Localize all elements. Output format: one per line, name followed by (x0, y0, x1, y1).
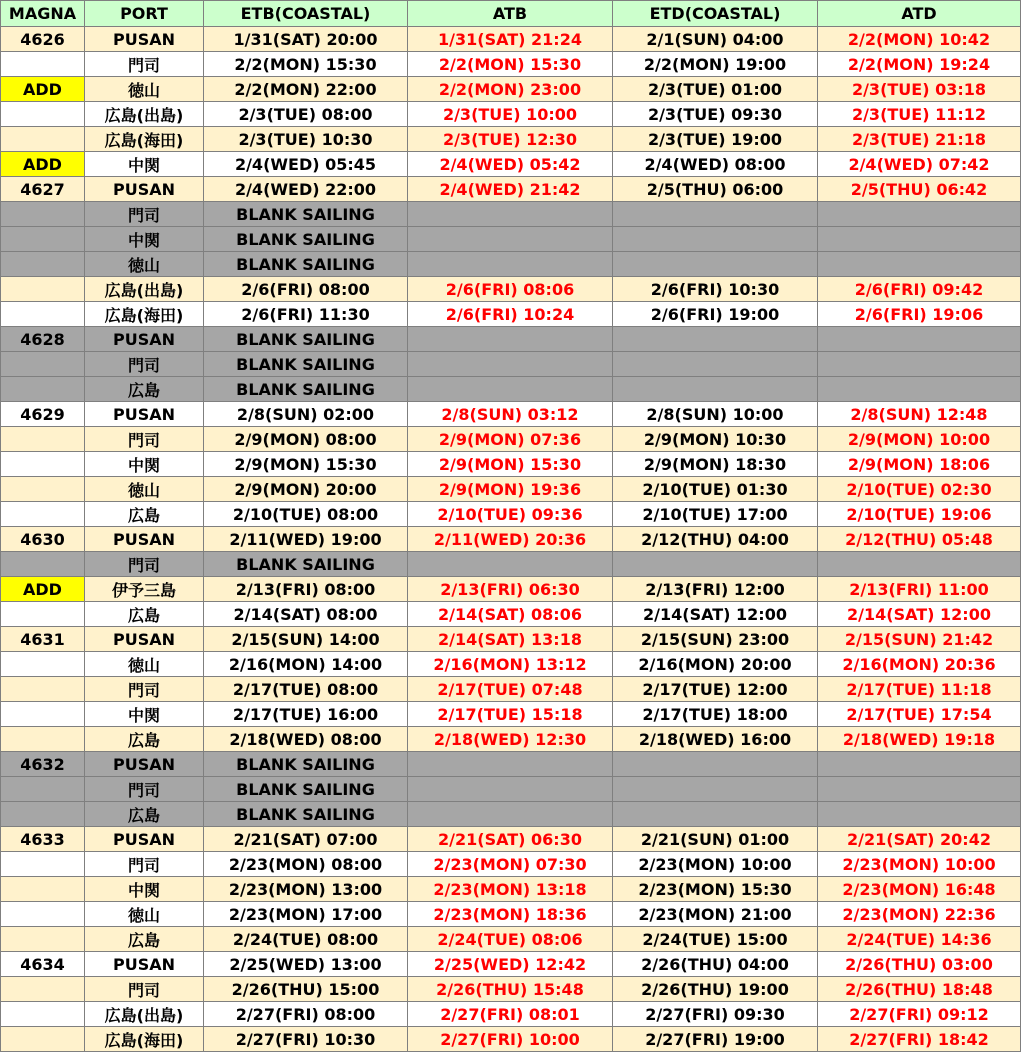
table-row (1, 902, 1021, 927)
atd-cell: 2/3(TUE) 11:12 (818, 102, 1021, 127)
table-row (1, 427, 1021, 452)
atd-cell: 2/12(THU) 05:48 (818, 527, 1021, 552)
port-cell: 広島 (85, 377, 204, 402)
atd-cell: 2/17(TUE) 17:54 (818, 702, 1021, 727)
atd-cell: 2/26(THU) 18:48 (818, 977, 1021, 1002)
atd-cell: 2/26(THU) 03:00 (818, 952, 1021, 977)
etb-cell: 2/2(MON) 22:00 (204, 77, 408, 102)
atb-cell: 2/25(WED) 12:42 (408, 952, 613, 977)
atd-cell: 2/23(MON) 16:48 (818, 877, 1021, 902)
table-header (1, 1, 1021, 27)
etd-cell: 2/10(TUE) 17:00 (613, 502, 818, 527)
etd-cell: 2/3(TUE) 19:00 (613, 127, 818, 152)
etd-cell: 2/27(FRI) 19:00 (613, 1027, 818, 1052)
etd-cell (613, 352, 818, 377)
atd-cell: 2/4(WED) 07:42 (818, 152, 1021, 177)
port-cell: 門司 (85, 202, 204, 227)
port-cell: 門司 (85, 552, 204, 577)
etb-cell: BLANK SAILING (204, 327, 408, 352)
atb-cell (408, 377, 613, 402)
etb-cell: BLANK SAILING (204, 202, 408, 227)
etb-cell: 2/13(FRI) 08:00 (204, 577, 408, 602)
port-cell: 広島 (85, 802, 204, 827)
atb-cell (408, 777, 613, 802)
atd-cell (818, 327, 1021, 352)
etd-cell: 2/6(FRI) 10:30 (613, 277, 818, 302)
port-cell: 門司 (85, 677, 204, 702)
voyage-cell (1, 502, 85, 527)
etd-cell: 2/3(TUE) 09:30 (613, 102, 818, 127)
table-row (1, 877, 1021, 902)
table-row (1, 852, 1021, 877)
voyage-cell: 4627 (1, 177, 85, 202)
table-row (1, 727, 1021, 752)
voyage-cell (1, 977, 85, 1002)
table-row (1, 477, 1021, 502)
atd-cell: 2/8(SUN) 12:48 (818, 402, 1021, 427)
voyage-cell (1, 227, 85, 252)
atb-cell (408, 352, 613, 377)
port-cell: 門司 (85, 427, 204, 452)
add-badge: ADD (1, 152, 85, 177)
atd-cell (818, 252, 1021, 277)
voyage-cell: 4630 (1, 527, 85, 552)
blank-sailing-row (1, 377, 1021, 402)
etd-cell: 2/4(WED) 08:00 (613, 152, 818, 177)
atb-cell: 2/23(MON) 18:36 (408, 902, 613, 927)
etb-cell: BLANK SAILING (204, 352, 408, 377)
table-row (1, 302, 1021, 327)
etb-cell: 2/25(WED) 13:00 (204, 952, 408, 977)
etb-cell: 2/3(TUE) 08:00 (204, 102, 408, 127)
table-row (1, 1027, 1021, 1052)
atb-cell (408, 252, 613, 277)
etd-cell: 2/8(SUN) 10:00 (613, 402, 818, 427)
voyage-cell (1, 702, 85, 727)
blank-sailing-row (1, 202, 1021, 227)
table-row (1, 602, 1021, 627)
port-cell: PUSAN (85, 327, 204, 352)
etd-cell: 2/13(FRI) 12:00 (613, 577, 818, 602)
table-row (1, 702, 1021, 727)
port-cell: 広島(海田) (85, 1027, 204, 1052)
atb-cell (408, 752, 613, 777)
etd-cell: 2/9(MON) 10:30 (613, 427, 818, 452)
etd-cell: 2/23(MON) 10:00 (613, 852, 818, 877)
port-cell: 徳山 (85, 477, 204, 502)
atb-cell: 2/16(MON) 13:12 (408, 652, 613, 677)
voyage-cell (1, 652, 85, 677)
port-cell: 門司 (85, 977, 204, 1002)
atb-cell: 2/23(MON) 07:30 (408, 852, 613, 877)
port-cell: 広島 (85, 727, 204, 752)
atb-cell: 2/9(MON) 15:30 (408, 452, 613, 477)
atd-cell: 2/6(FRI) 19:06 (818, 302, 1021, 327)
table-row (1, 402, 1021, 427)
voyage-cell (1, 602, 85, 627)
table-row (1, 577, 1021, 602)
atd-cell: 2/13(FRI) 11:00 (818, 577, 1021, 602)
atb-cell: 2/6(FRI) 10:24 (408, 302, 613, 327)
atb-cell: 2/3(TUE) 10:00 (408, 102, 613, 127)
voyage-cell (1, 927, 85, 952)
port-cell: 広島 (85, 602, 204, 627)
port-cell: 門司 (85, 777, 204, 802)
atb-cell: 2/2(MON) 15:30 (408, 52, 613, 77)
etd-cell: 2/18(WED) 16:00 (613, 727, 818, 752)
voyage-cell (1, 102, 85, 127)
atb-cell: 2/11(WED) 20:36 (408, 527, 613, 552)
blank-sailing-row (1, 552, 1021, 577)
table-row (1, 27, 1021, 52)
table-row (1, 177, 1021, 202)
voyage-cell (1, 1002, 85, 1027)
etd-cell: 2/12(THU) 04:00 (613, 527, 818, 552)
atd-cell: 2/10(TUE) 02:30 (818, 477, 1021, 502)
atd-cell (818, 752, 1021, 777)
port-cell: 門司 (85, 852, 204, 877)
atd-cell (818, 802, 1021, 827)
column-header-magna: MAGNA (1, 1, 85, 27)
port-cell: 広島 (85, 502, 204, 527)
voyage-cell: 4629 (1, 402, 85, 427)
table-row (1, 652, 1021, 677)
atb-cell: 2/24(TUE) 08:06 (408, 927, 613, 952)
blank-sailing-row (1, 227, 1021, 252)
table-row (1, 977, 1021, 1002)
table-row (1, 77, 1021, 102)
atb-cell: 2/21(SAT) 06:30 (408, 827, 613, 852)
port-cell: PUSAN (85, 627, 204, 652)
voyage-cell (1, 877, 85, 902)
voyage-cell (1, 302, 85, 327)
port-cell: 中関 (85, 452, 204, 477)
port-cell: 徳山 (85, 252, 204, 277)
voyage-cell (1, 1027, 85, 1052)
voyage-cell (1, 252, 85, 277)
header-row (1, 1, 1021, 27)
voyage-cell (1, 677, 85, 702)
atb-cell: 2/17(TUE) 15:18 (408, 702, 613, 727)
port-cell: PUSAN (85, 752, 204, 777)
etd-cell: 2/23(MON) 15:30 (613, 877, 818, 902)
atb-cell: 2/9(MON) 19:36 (408, 477, 613, 502)
atb-cell: 2/3(TUE) 12:30 (408, 127, 613, 152)
add-badge: ADD (1, 77, 85, 102)
atb-cell: 1/31(SAT) 21:24 (408, 27, 613, 52)
etd-cell: 2/17(TUE) 12:00 (613, 677, 818, 702)
atd-cell: 2/3(TUE) 03:18 (818, 77, 1021, 102)
atb-cell: 2/14(SAT) 08:06 (408, 602, 613, 627)
voyage-cell: 4626 (1, 27, 85, 52)
etd-cell (613, 802, 818, 827)
voyage-cell (1, 477, 85, 502)
atb-cell: 2/18(WED) 12:30 (408, 727, 613, 752)
atb-cell (408, 552, 613, 577)
voyage-cell: 4631 (1, 627, 85, 652)
voyage-cell (1, 902, 85, 927)
atd-cell: 2/10(TUE) 19:06 (818, 502, 1021, 527)
etb-cell: 2/9(MON) 20:00 (204, 477, 408, 502)
etb-cell: 2/8(SUN) 02:00 (204, 402, 408, 427)
atd-cell: 2/9(MON) 10:00 (818, 427, 1021, 452)
etb-cell: BLANK SAILING (204, 552, 408, 577)
atd-cell: 2/15(SUN) 21:42 (818, 627, 1021, 652)
port-cell: PUSAN (85, 952, 204, 977)
atd-cell: 2/24(TUE) 14:36 (818, 927, 1021, 952)
voyage-cell: 4634 (1, 952, 85, 977)
atd-cell (818, 202, 1021, 227)
voyage-cell (1, 852, 85, 877)
etb-cell: BLANK SAILING (204, 752, 408, 777)
etb-cell: 2/16(MON) 14:00 (204, 652, 408, 677)
voyage-cell (1, 802, 85, 827)
etd-cell: 2/9(MON) 18:30 (613, 452, 818, 477)
atd-cell: 2/27(FRI) 09:12 (818, 1002, 1021, 1027)
atb-cell: 2/9(MON) 07:36 (408, 427, 613, 452)
blank-sailing-row (1, 252, 1021, 277)
atd-cell: 2/17(TUE) 11:18 (818, 677, 1021, 702)
etd-cell (613, 777, 818, 802)
voyage-cell (1, 52, 85, 77)
atd-cell: 2/3(TUE) 21:18 (818, 127, 1021, 152)
voyage-cell: 4628 (1, 327, 85, 352)
etb-cell: 2/27(FRI) 10:30 (204, 1027, 408, 1052)
atd-cell: 2/21(SAT) 20:42 (818, 827, 1021, 852)
blank-sailing-row (1, 352, 1021, 377)
etb-cell: 2/9(MON) 08:00 (204, 427, 408, 452)
etd-cell: 2/2(MON) 19:00 (613, 52, 818, 77)
atb-cell: 2/6(FRI) 08:06 (408, 277, 613, 302)
etb-cell: BLANK SAILING (204, 777, 408, 802)
etd-cell (613, 202, 818, 227)
etb-cell: 2/24(TUE) 08:00 (204, 927, 408, 952)
etb-cell: 2/21(SAT) 07:00 (204, 827, 408, 852)
etd-cell: 2/23(MON) 21:00 (613, 902, 818, 927)
etd-cell: 2/21(SUN) 01:00 (613, 827, 818, 852)
table-row (1, 827, 1021, 852)
etb-cell: 2/2(MON) 15:30 (204, 52, 408, 77)
port-cell: 伊予三島 (85, 577, 204, 602)
etd-cell: 2/14(SAT) 12:00 (613, 602, 818, 627)
etb-cell: 2/6(FRI) 11:30 (204, 302, 408, 327)
voyage-cell (1, 377, 85, 402)
atb-cell (408, 227, 613, 252)
port-cell: 中関 (85, 227, 204, 252)
table-row (1, 452, 1021, 477)
etb-cell: 2/11(WED) 19:00 (204, 527, 408, 552)
etd-cell: 2/24(TUE) 15:00 (613, 927, 818, 952)
etd-cell (613, 377, 818, 402)
etb-cell: 2/27(FRI) 08:00 (204, 1002, 408, 1027)
atd-cell (818, 227, 1021, 252)
voyage-cell (1, 452, 85, 477)
port-cell: 中関 (85, 702, 204, 727)
blank-sailing-row (1, 802, 1021, 827)
etd-cell: 2/27(FRI) 09:30 (613, 1002, 818, 1027)
table-row (1, 627, 1021, 652)
atd-cell: 2/6(FRI) 09:42 (818, 277, 1021, 302)
atb-cell: 2/27(FRI) 10:00 (408, 1027, 613, 1052)
voyage-cell (1, 777, 85, 802)
atb-cell: 2/10(TUE) 09:36 (408, 502, 613, 527)
atd-cell: 2/5(THU) 06:42 (818, 177, 1021, 202)
table-row (1, 102, 1021, 127)
port-cell: 門司 (85, 52, 204, 77)
etb-cell: 2/9(MON) 15:30 (204, 452, 408, 477)
atb-cell: 2/4(WED) 05:42 (408, 152, 613, 177)
etd-cell: 2/16(MON) 20:00 (613, 652, 818, 677)
atb-cell: 2/2(MON) 23:00 (408, 77, 613, 102)
atb-cell: 2/26(THU) 15:48 (408, 977, 613, 1002)
atd-cell (818, 352, 1021, 377)
atb-cell: 2/14(SAT) 13:18 (408, 627, 613, 652)
etb-cell: BLANK SAILING (204, 377, 408, 402)
table-body (1, 27, 1021, 1052)
table-row (1, 527, 1021, 552)
table-row (1, 277, 1021, 302)
etb-cell: 2/6(FRI) 08:00 (204, 277, 408, 302)
etb-cell: BLANK SAILING (204, 802, 408, 827)
port-cell: 広島(海田) (85, 302, 204, 327)
atd-cell: 2/27(FRI) 18:42 (818, 1027, 1021, 1052)
atd-cell: 2/16(MON) 20:36 (818, 652, 1021, 677)
etd-cell: 2/26(THU) 04:00 (613, 952, 818, 977)
voyage-cell (1, 202, 85, 227)
etd-cell: 2/10(TUE) 01:30 (613, 477, 818, 502)
column-header-etd: ETD(COASTAL) (613, 1, 818, 27)
blank-sailing-row (1, 752, 1021, 777)
etd-cell (613, 327, 818, 352)
etd-cell: 2/17(TUE) 18:00 (613, 702, 818, 727)
etb-cell: 2/26(THU) 15:00 (204, 977, 408, 1002)
etd-cell: 2/6(FRI) 19:00 (613, 302, 818, 327)
column-header-etb: ETB(COASTAL) (204, 1, 408, 27)
port-cell: 広島(海田) (85, 127, 204, 152)
atb-cell (408, 327, 613, 352)
atd-cell (818, 552, 1021, 577)
atb-cell: 2/17(TUE) 07:48 (408, 677, 613, 702)
voyage-cell (1, 552, 85, 577)
port-cell: 門司 (85, 352, 204, 377)
table-row (1, 502, 1021, 527)
port-cell: 広島(出島) (85, 102, 204, 127)
port-cell: 広島 (85, 927, 204, 952)
etb-cell: 2/23(MON) 17:00 (204, 902, 408, 927)
etd-cell (613, 552, 818, 577)
atb-cell: 2/23(MON) 13:18 (408, 877, 613, 902)
port-cell: PUSAN (85, 827, 204, 852)
atd-cell: 2/2(MON) 19:24 (818, 52, 1021, 77)
voyage-cell (1, 127, 85, 152)
etb-cell: BLANK SAILING (204, 252, 408, 277)
atd-cell: 2/18(WED) 19:18 (818, 727, 1021, 752)
etd-cell: 2/3(TUE) 01:00 (613, 77, 818, 102)
port-cell: PUSAN (85, 177, 204, 202)
etd-cell: 2/26(THU) 19:00 (613, 977, 818, 1002)
etb-cell: 2/23(MON) 13:00 (204, 877, 408, 902)
atd-cell (818, 777, 1021, 802)
etb-cell: 2/10(TUE) 08:00 (204, 502, 408, 527)
atb-cell: 2/4(WED) 21:42 (408, 177, 613, 202)
table-row (1, 152, 1021, 177)
etb-cell: 1/31(SAT) 20:00 (204, 27, 408, 52)
atd-cell: 2/14(SAT) 12:00 (818, 602, 1021, 627)
port-cell: 広島(出島) (85, 277, 204, 302)
etd-cell (613, 227, 818, 252)
voyage-cell (1, 277, 85, 302)
atb-cell: 2/27(FRI) 08:01 (408, 1002, 613, 1027)
voyage-cell (1, 727, 85, 752)
etb-cell: 2/3(TUE) 10:30 (204, 127, 408, 152)
etb-cell: 2/15(SUN) 14:00 (204, 627, 408, 652)
port-cell: PUSAN (85, 402, 204, 427)
etb-cell: 2/4(WED) 22:00 (204, 177, 408, 202)
etd-cell: 2/5(THU) 06:00 (613, 177, 818, 202)
voyage-cell (1, 427, 85, 452)
atb-cell (408, 802, 613, 827)
table-row (1, 127, 1021, 152)
port-cell: 中関 (85, 152, 204, 177)
column-header-atd: ATD (818, 1, 1021, 27)
table-row (1, 927, 1021, 952)
column-header-port: PORT (85, 1, 204, 27)
etd-cell: 2/1(SUN) 04:00 (613, 27, 818, 52)
voyage-cell: 4633 (1, 827, 85, 852)
blank-sailing-row (1, 327, 1021, 352)
table-row (1, 677, 1021, 702)
atb-cell: 2/13(FRI) 06:30 (408, 577, 613, 602)
etd-cell: 2/15(SUN) 23:00 (613, 627, 818, 652)
column-header-atb: ATB (408, 1, 613, 27)
etb-cell: 2/17(TUE) 16:00 (204, 702, 408, 727)
voyage-cell (1, 352, 85, 377)
etb-cell: 2/23(MON) 08:00 (204, 852, 408, 877)
port-cell: PUSAN (85, 527, 204, 552)
atb-cell (408, 202, 613, 227)
atd-cell: 2/9(MON) 18:06 (818, 452, 1021, 477)
add-badge: ADD (1, 577, 85, 602)
etb-cell: 2/17(TUE) 08:00 (204, 677, 408, 702)
etd-cell (613, 752, 818, 777)
port-cell: 中関 (85, 877, 204, 902)
etb-cell: BLANK SAILING (204, 227, 408, 252)
blank-sailing-row (1, 777, 1021, 802)
atd-cell: 2/23(MON) 10:00 (818, 852, 1021, 877)
etb-cell: 2/4(WED) 05:45 (204, 152, 408, 177)
table-row (1, 52, 1021, 77)
atb-cell: 2/8(SUN) 03:12 (408, 402, 613, 427)
port-cell: 広島(出島) (85, 1002, 204, 1027)
atd-cell: 2/23(MON) 22:36 (818, 902, 1021, 927)
table-row (1, 952, 1021, 977)
port-cell: PUSAN (85, 27, 204, 52)
table-row (1, 1002, 1021, 1027)
voyage-cell: 4632 (1, 752, 85, 777)
etb-cell: 2/18(WED) 08:00 (204, 727, 408, 752)
atd-cell (818, 377, 1021, 402)
atd-cell: 2/2(MON) 10:42 (818, 27, 1021, 52)
port-cell: 徳山 (85, 652, 204, 677)
etd-cell (613, 252, 818, 277)
port-cell: 徳山 (85, 902, 204, 927)
etb-cell: 2/14(SAT) 08:00 (204, 602, 408, 627)
port-cell: 徳山 (85, 77, 204, 102)
